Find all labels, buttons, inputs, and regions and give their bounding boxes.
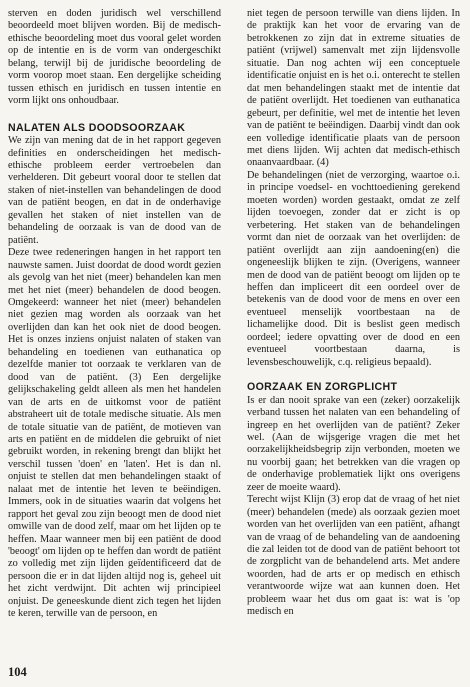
body-paragraph: niet tegen de persoon terwille van diens lijden. In de praktijk kan het voor de ervaring van de betrokkenen zo zijn dat in extreme situaties de patiënt (vrijwel) samenvalt met zijn lijdensvolle situatie. Dan nog achten wij een conceptuele identificatie onjuist en is het o.i. onterecht te stellen dat men behandelingen staakt met de intentie dat de patiënt overlijdt. Het toedienen van euthanatica gebeurt, per definitie, wel met de intentie het leven van de patiënt te beëindigen. Daarbij vindt dan ook een volledige identificatie plaats van de persoon met diens lijden. Wij achten dat medisch-ethisch onaanvaardbaar. (4) (247, 8, 460, 169)
body-paragraph: Is er dan nooit sprake van een (zeker) oorzakelijk verband tussen het nalaten van een behandeling of ingreep en het overlijden van de patiënt? Zeker wel. (Aan de wijsgerige vragen die met het oorzakelijkheidsbegrip zijn verbonden, moeten we nu voorbij gaan; het betrekken van die vragen op de onderhavige problematiek lijkt ons overigens zeer de moeite waard). (247, 394, 460, 493)
body-paragraph: Terecht wijst Klijn (3) erop dat de vraag of het niet (meer) behandelen (mede) als oorzaak gezien moet worden van het overlijden van een patiënt, afhangt van de vraag of de behandeling van de aandoening die zal leiden tot de dood van de patiënt behoort tot de zorgplicht van de behandelend arts. Met andere woorden, had de arts er op medisch en ethisch verantwoorde wijze wat aan kunnen doen. Het probleem waar het dus om gaat is: wat is 'op medisch en (247, 494, 460, 618)
right-column (247, 8, 460, 619)
section-heading-nalaten: NALATEN ALS DOODSOORZAAK (8, 121, 186, 134)
left-column (8, 8, 221, 621)
intro-paragraph: sterven en doden juridisch wel verschillend beoordeeld moet blijven worden. Bij de medisch-ethische beoordeling moet dus vooral gelet worden op de intentie en is de vorm van ondergeschikt belang, terwijl bij de juridische beoordeling de vorm voorop moet staan. Een dergelijke scheiding tussen ethisch en juridisch en tussen intentie en vorm lijkt ons onhoudbaar. (8, 8, 221, 107)
body-paragraph: De behandelingen (niet de verzorging, waartoe o.i. in principe voedsel- en vochttoediening gerekend moeten worden) worden gestaakt, omdat ze zelf lijden toevoegen, zonder dat er zicht is op verbetering. Het staken van de behandelingen vormt dan niet de oorzaak van het overlijden: de patiënt overlijdt aan zijn aandoening(en) die ongeneeslijk blijken te zijn. (Overigens, wanneer men de dood van de patiënt beoogt om lijden op te heffen dan impliceert dit een oordeel over de betekenis van de dood voor de mens en over een eventueel menselijk voortbestaan na de lichamelijke dood. Dit is beslist geen medisch oordeel; iedere opvatting over de dood en een eventueel voortbestaan daarna, is levensbeschouwelijk, c.q. religieus bepaald). (247, 169, 460, 368)
section-heading-oorzaak: OORZAAK EN ZORGPLICHT (247, 381, 398, 394)
page-number: 104 (8, 665, 27, 679)
body-paragraph: We zijn van mening dat de in het rapport gegeven definities en onderscheidingen het medisch-ethische probleem eerder vertroebelen dan verhelderen. Dit gebeurt vooral door te stellen dat staken of niet-instellen van behandelingen de dood van de patiënt beogen, en dat in de onderhavige gevallen het staken of niet instellen van de behandeling de oorzaak is van de dood van de patiënt. (8, 135, 221, 246)
body-paragraph: Deze twee redeneringen hangen in het rapport ten nauwste samen. Juist doordat de dood wordt gezien als gevolg van het niet (meer) behandelen kan men met het niet (meer) behandelen de dood beogen. Omgekeerd: wanneer het niet (meer) behandelen niet gezien mag worden als oorzaak van het overlijden dan kan het ook niet de dood beogen. Het is onzes inziens onjuist nalaten of staken van behandeling en toedienen van euthanatica op dezelfde manier tot oorzaak te verklaren van de dood van de patiënt. (3) Een dergelijke gelijkschakeling geldt alleen als men het handelen van de arts en de uitkomst voor de patiënt abstraheert uit de totale medische situatie. Als men de totale situatie van de patiënt, de motieven van arts en patiënt en de middelen die gebruikt of niet gebruikt worden, in rekening brengt dan blijkt het verschil tussen 'doen' en 'laten'. Het is dan nl. onjuist te stellen dat men behandelingen staakt of nalaat met de intentie het leven te beëindigen. Immers, ook in de situaties waarin dat volgens het rapport het geval zou zijn beoogt men de dood niet omwille van de dood zelf, maar om het lijden op te heffen. Maar wanneer men bij een patiënt de dood 'beoogt' om lijden op te heffen dan wordt de patiënt zo volledig met zijn lijden geïdentificeerd dat de persoon die er in dat lijden altijd nog is, geheel uit het zicht verdwijnt. Dit achten wij principieel onjuist. De geneeskunde dient zich tegen het lijden te keren, terwille van de persoon, en (8, 247, 221, 620)
